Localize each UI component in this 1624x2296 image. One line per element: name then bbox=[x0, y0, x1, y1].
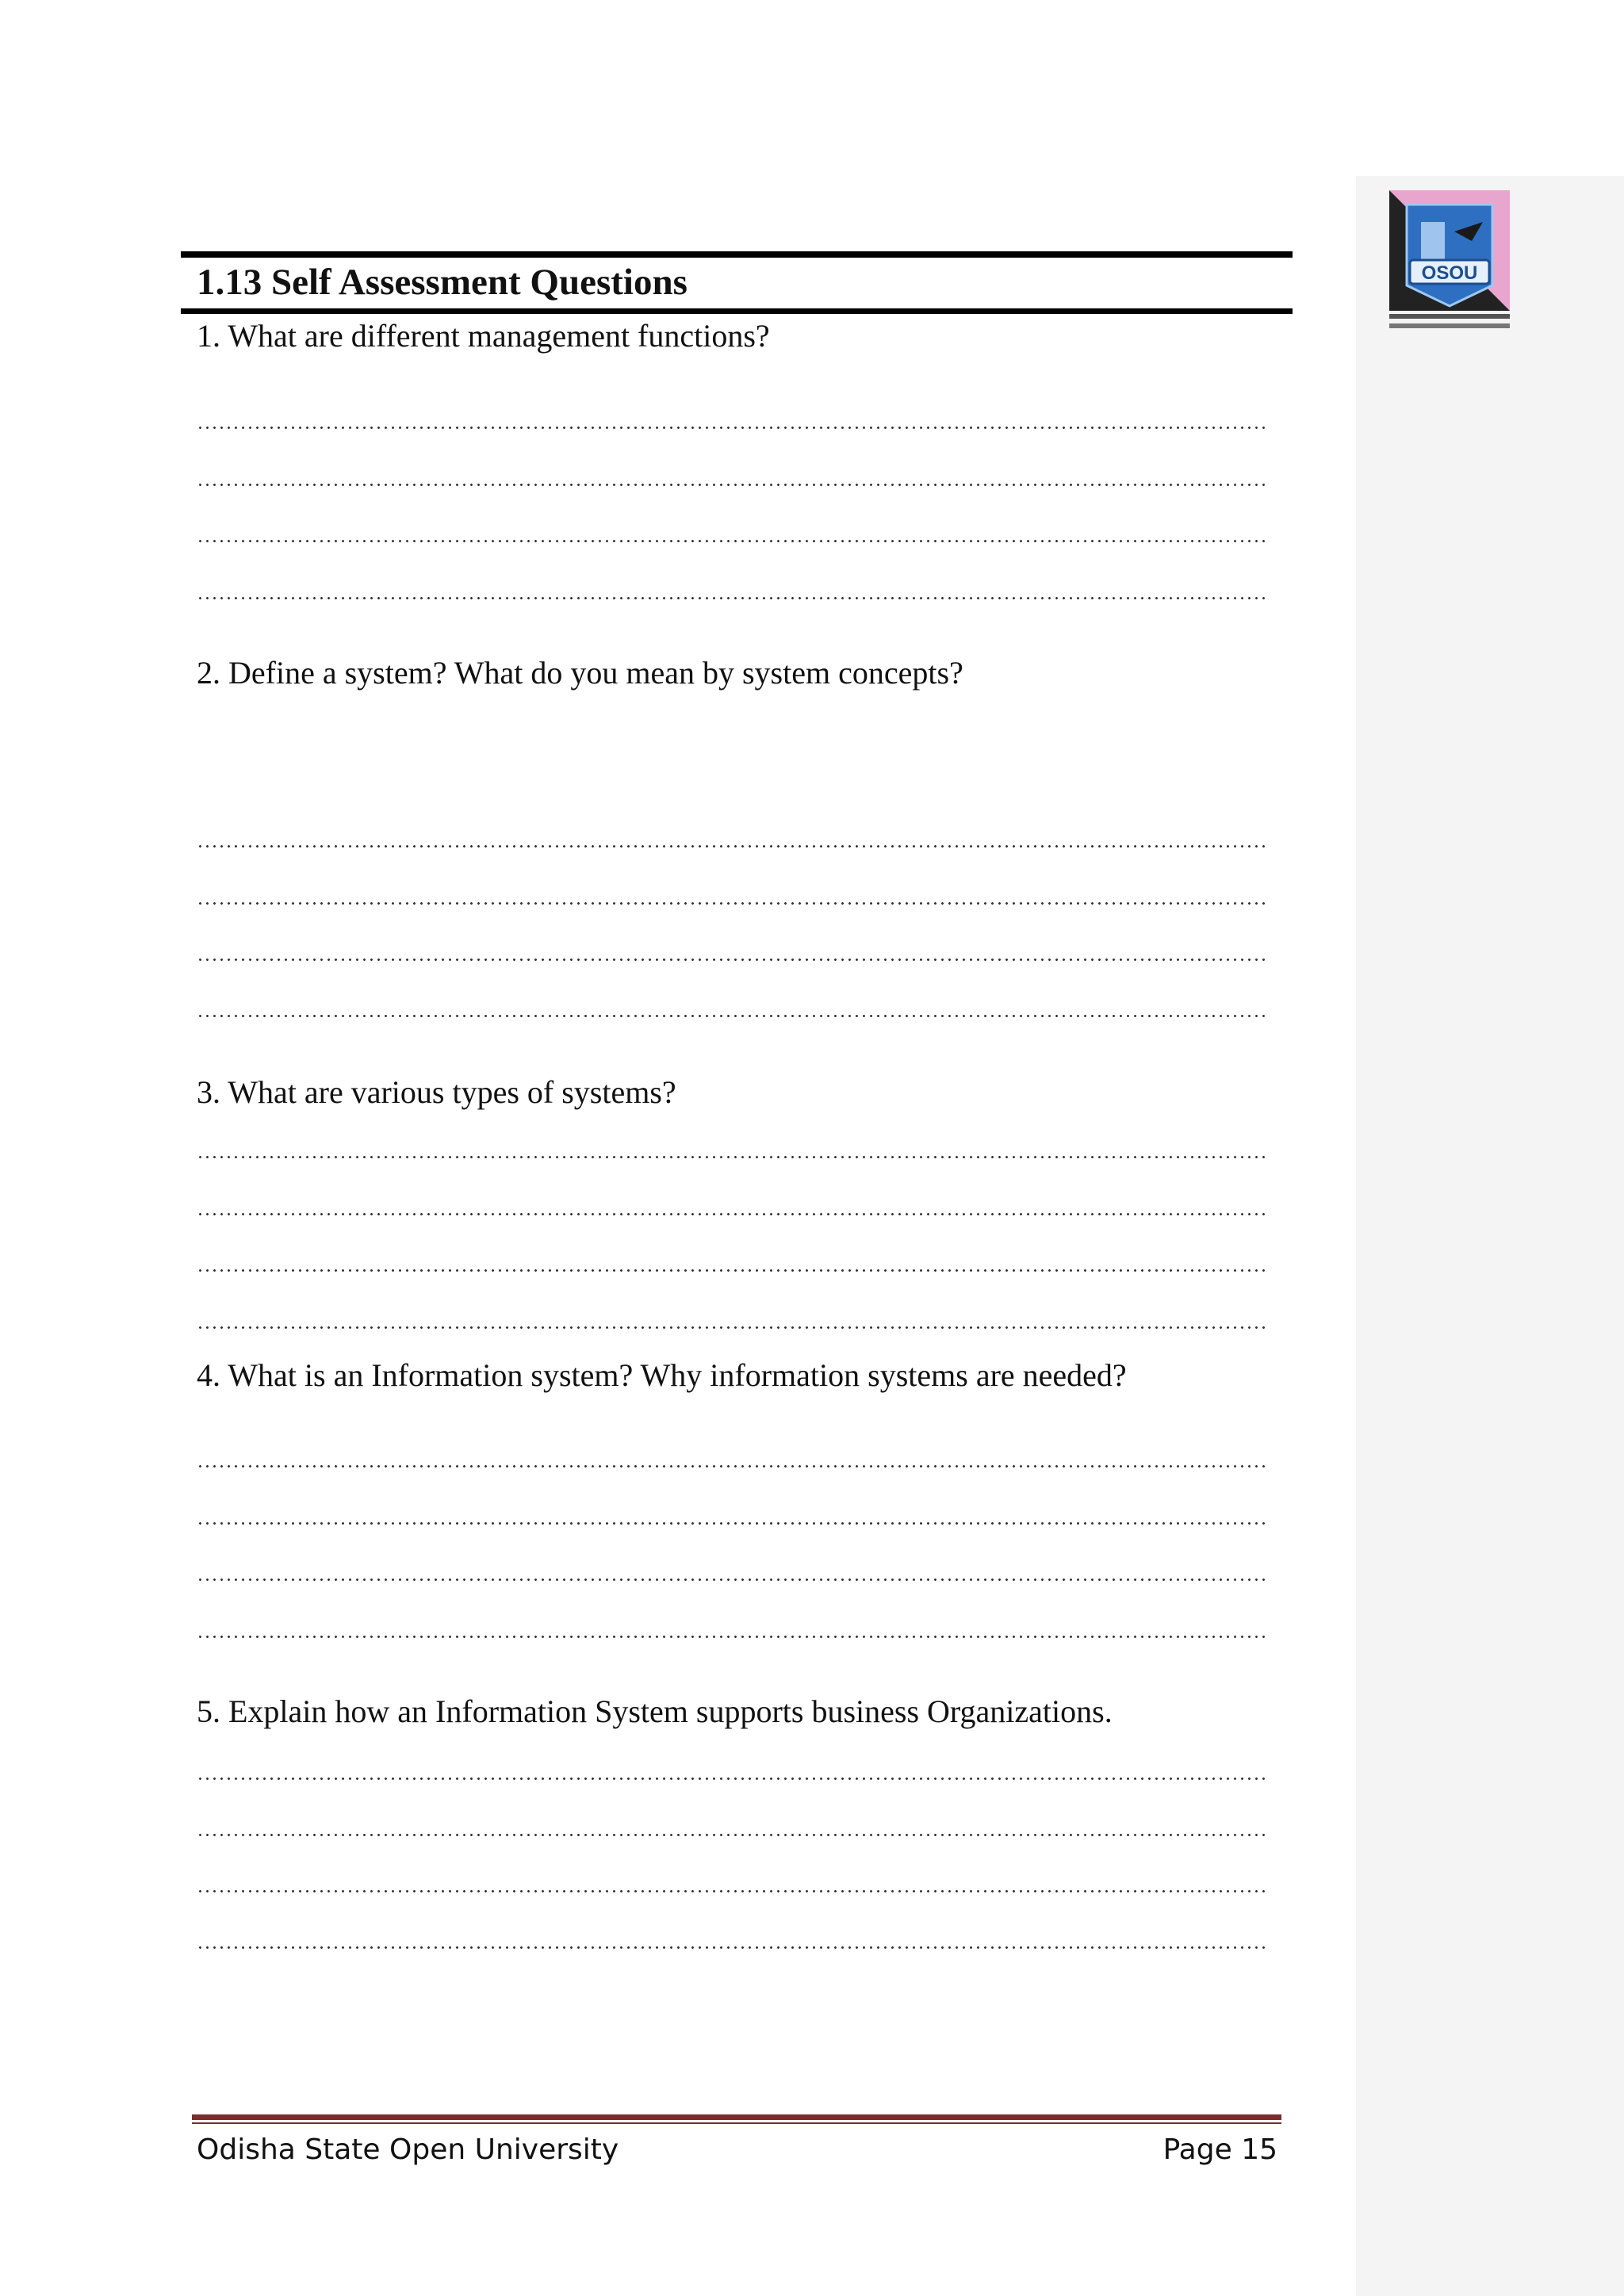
answer-line bbox=[197, 427, 1269, 429]
question-1: 1. What are different management functions? bbox=[197, 318, 770, 354]
logo-caption-line-1 bbox=[1389, 314, 1510, 319]
logo-shield-icon bbox=[1407, 205, 1492, 306]
answer-line bbox=[197, 902, 1269, 905]
answer-line bbox=[197, 1156, 1269, 1158]
answer-line bbox=[197, 1946, 1269, 1949]
question-3: 3. What are various types of systems? bbox=[197, 1074, 676, 1110]
answer-line bbox=[197, 1326, 1269, 1329]
footer-rule-thin bbox=[192, 2122, 1281, 2124]
answer-line bbox=[197, 1269, 1269, 1272]
answer-line bbox=[197, 1777, 1269, 1780]
answer-line bbox=[197, 540, 1269, 542]
page-margin-shade bbox=[1356, 176, 1624, 2296]
answer-line bbox=[197, 1636, 1269, 1638]
answer-line bbox=[197, 845, 1269, 848]
question-4: 4. What is an Information system? Why information systems are needed? bbox=[197, 1357, 1127, 1393]
footer-university-name: Odisha State Open University bbox=[197, 2133, 619, 2166]
answer-line bbox=[197, 1578, 1269, 1581]
answer-line bbox=[197, 484, 1269, 486]
answer-line bbox=[197, 1834, 1269, 1836]
section-heading: 1.13 Self Assessment Questions bbox=[197, 262, 688, 303]
footer-page-number: Page 15 bbox=[1162, 2133, 1277, 2166]
answer-line bbox=[197, 1522, 1269, 1525]
question-2: 2. Define a system? What do you mean by system concepts? bbox=[197, 655, 963, 691]
answer-line bbox=[197, 1015, 1269, 1017]
heading-rule-bottom bbox=[181, 308, 1293, 314]
logo-book-icon bbox=[1421, 222, 1445, 262]
answer-line bbox=[197, 1213, 1269, 1215]
footer-rule bbox=[192, 2114, 1281, 2120]
university-logo bbox=[1389, 190, 1510, 336]
answer-line bbox=[197, 1890, 1269, 1892]
answer-line bbox=[197, 1465, 1269, 1468]
answer-line bbox=[197, 959, 1269, 961]
heading-rule-top bbox=[181, 251, 1293, 258]
answer-line bbox=[197, 597, 1269, 599]
logo-caption-line-2 bbox=[1389, 323, 1510, 328]
logo-text: OSOU bbox=[1421, 262, 1478, 284]
question-5: 5. Explain how an Information System supports business Organizations. bbox=[197, 1693, 1113, 1729]
